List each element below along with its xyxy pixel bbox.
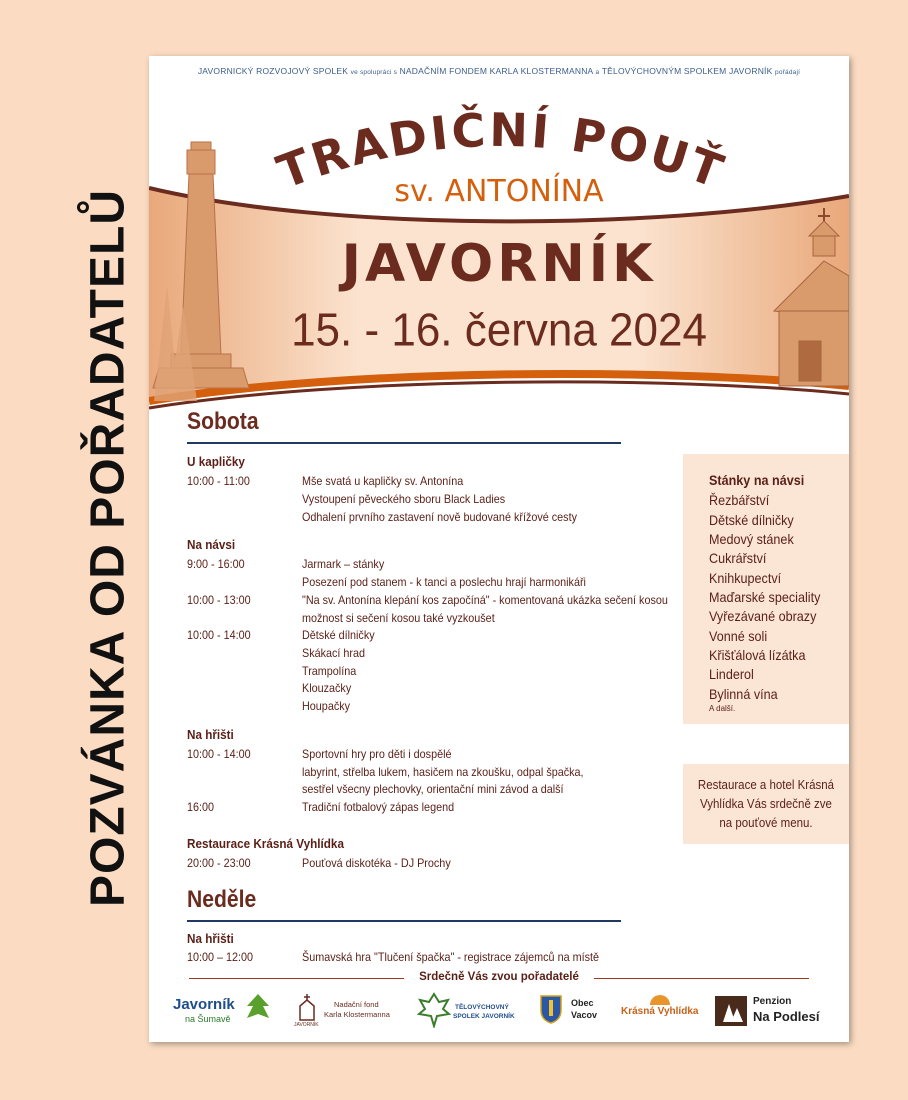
schedule-item: Šumavská hra "Tlučení špačka" - registrace zájemců na místě [302, 950, 599, 964]
stall-item: Knihkupectví [709, 570, 782, 586]
stall-item: Vyřezávané obrazy [709, 608, 817, 624]
schedule-item: Dětské dílničky [302, 628, 375, 642]
stall-item: Řezbářství [709, 492, 770, 508]
poster-subtitle: sv. ANTONÍNA [394, 174, 604, 209]
logo-krasna-vyhlidka: Krásná Vyhlídka [621, 992, 701, 1032]
schedule-item: Klouzačky [302, 681, 352, 695]
stalls-title: Stánky na návsi [709, 472, 805, 488]
stall-item: Bylinná vína [709, 686, 778, 702]
schedule-item: možnost si sečení kosou také vyzkoušet [302, 611, 495, 625]
logo-penzion-na-podlesi: Penzion Na Podlesí [715, 992, 835, 1032]
schedule-item: labyrint, střelba lukem, hasičem na zkoušku, odpal špačka, [302, 765, 584, 779]
sunrise-icon [649, 992, 671, 1006]
schedule-time: 10:00 - 11:00 [187, 474, 250, 488]
trees-icon [715, 996, 747, 1026]
schedule-item: Posezení pod stanem - k tanci a poslechu hrají harmonikáři [302, 575, 586, 589]
sidebar-title: POZVÁNKA OD POŘADATELŮ [81, 189, 135, 907]
town-name: JAVORNÍK [341, 234, 657, 294]
sidebar-caption [0, 0, 150, 1100]
footer-caption: Srdečně Vás zvou pořadatelé [419, 971, 579, 983]
event-date: 15. - 16. června 2024 [291, 304, 707, 357]
divider [187, 920, 621, 922]
schedule-item: Vystoupení pěveckého sboru Black Ladies [302, 492, 506, 506]
restaurant-invite: Restaurace a hotel Krásná Vyhlídka Vás srdečně zve na pouťové menu. [697, 778, 835, 830]
organizers-line: JAVORNICKÝ ROZVOJOVÝ SPOLEK ve spolupráci s NADAČNÍM FONDEM KARLA KLOSTERMANNA a TĚLOVÝCHOVNÝM SPOLKEM JAVORNÍK pořádají [197, 66, 801, 76]
schedule-item: Houpačky [302, 699, 351, 713]
logo-nadacni-fond: JAVORNÍK Nadační fond Karla Klostermanna [294, 992, 404, 1032]
schedule-time: 9:00 - 16:00 [187, 557, 245, 571]
coat-of-arms-icon [539, 994, 563, 1024]
logo-javornik: Javorník na Šumavě [173, 992, 273, 1032]
schedule-item: Mše svatá u kapličky sv. Antonína [302, 474, 464, 488]
schedule-time: 10:00 - 14:00 [187, 628, 251, 642]
schedule-item: Odhalení prvního zastavení nově budované křížové cesty [302, 510, 577, 524]
stall-item: Křišťálová lízátka [709, 647, 806, 663]
maple-leaf-icon [417, 992, 451, 1028]
schedule-item: Sportovní hry pro děti i dospělé [302, 747, 452, 761]
schedule-item: Tradiční fotbalový zápas legend [302, 800, 455, 814]
schedule-item: Jarmark – stánky [302, 557, 385, 571]
section-village-green: Na návsi [187, 537, 236, 552]
divider [187, 442, 621, 444]
schedule-time: 10:00 – 12:00 [187, 950, 254, 964]
logo-obec-vacov: Obec Vacov [539, 992, 609, 1032]
schedule-time: 20:00 - 23:00 [187, 856, 251, 870]
day-saturday: Sobota [187, 408, 259, 435]
schedule-time: 10:00 - 14:00 [187, 747, 251, 761]
leaf-icon [245, 992, 271, 1022]
schedule-item: "Na sv. Antonína klepání kos započíná" - komentovaná ukázka sečení kosou [302, 593, 668, 607]
schedule-item: Trampolína [302, 664, 357, 678]
restaurant-box [683, 764, 849, 844]
stalls-more: A další. [709, 704, 736, 713]
schedule-time: 16:00 [187, 800, 215, 814]
section-playground: Na hřišti [187, 931, 234, 946]
stalls-box [683, 454, 849, 724]
section-chapel: U kapličky [187, 454, 245, 469]
section-playground: Na hřišti [187, 727, 234, 742]
schedule-item: Skákací hrad [302, 646, 366, 660]
stall-item: Linderol [709, 666, 754, 682]
church-icon [294, 992, 320, 1026]
invitation-poster [149, 56, 849, 1042]
schedule-item: Pouťová diskotéka - DJ Prochy [302, 856, 451, 870]
schedule-item: sestřel všecny plechovky, orientační mini závod a další [302, 782, 564, 796]
title-text: TRADIČNÍ POUŤ [270, 102, 733, 200]
stall-item: Cukrářství [709, 550, 767, 566]
stall-item: Medový stánek [709, 531, 794, 547]
section-restaurant: Restaurace Krásná Vyhlídka [187, 836, 344, 851]
logo-tj-javornik: TĚLOVÝCHOVNÝ SPOLEK JAVORNÍK [417, 992, 527, 1032]
schedule-time: 10:00 - 13:00 [187, 593, 251, 607]
stall-item: Maďarské speciality [709, 589, 821, 605]
day-sunday: Neděle [187, 886, 257, 913]
stall-item: Vonné soli [709, 628, 768, 644]
stall-item: Dětské dílničky [709, 512, 794, 528]
